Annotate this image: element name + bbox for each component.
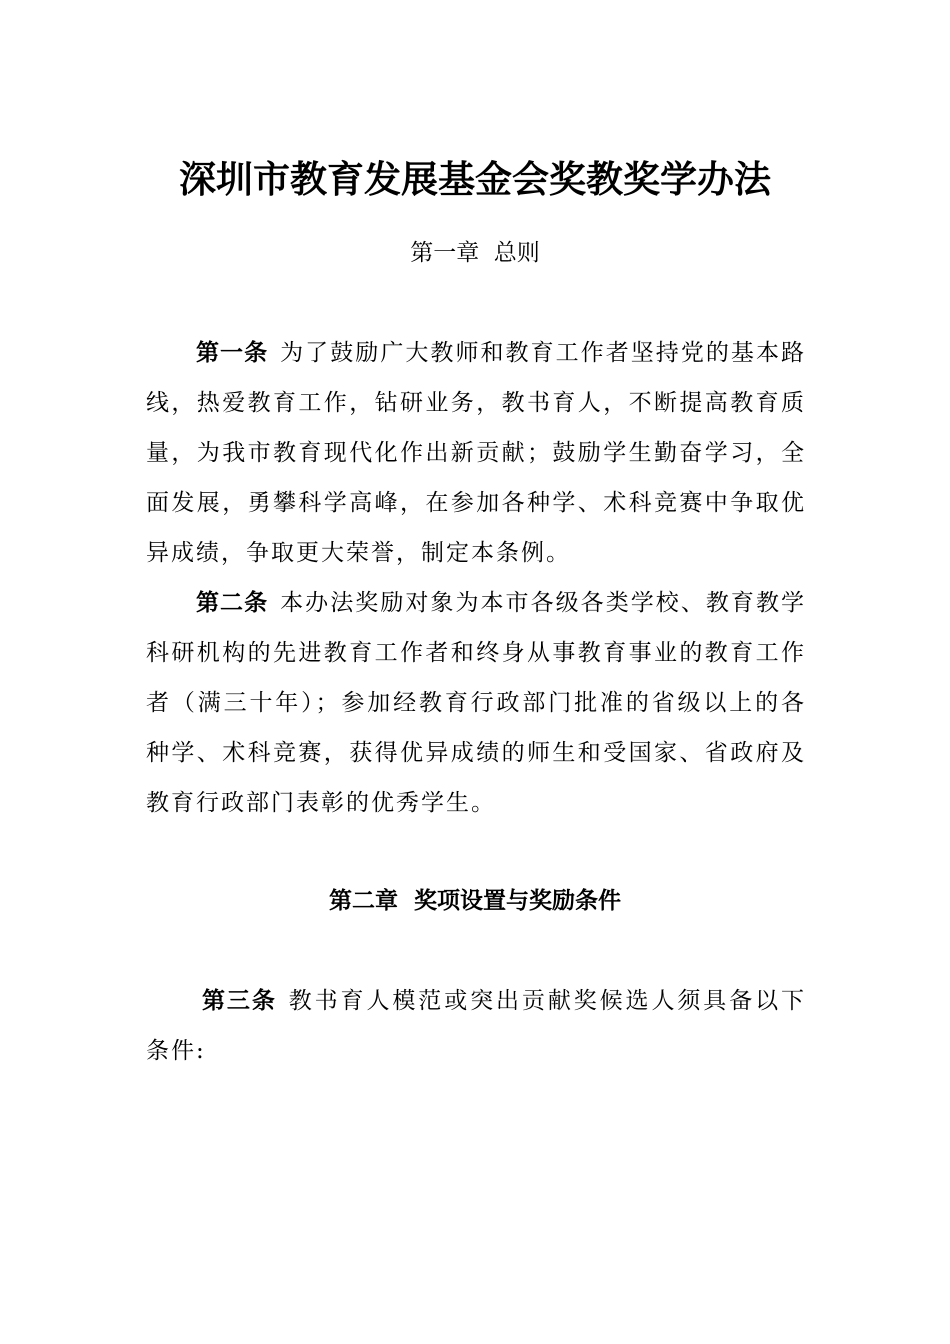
article-3 bbox=[146, 976, 806, 1076]
article-1-number: 第一条 bbox=[196, 340, 269, 366]
article-2-number: 第二条 bbox=[196, 590, 269, 616]
article-1 bbox=[146, 328, 806, 578]
chapter-1-heading: 第一章 总则 bbox=[410, 240, 540, 266]
article-2 bbox=[146, 578, 806, 828]
article-3-number: 第三条 bbox=[202, 988, 277, 1014]
document-title: 深圳市教育发展基金会奖教奖学办法 bbox=[179, 158, 771, 201]
article-1-text: 为了鼓励广大教师和教育工作者坚持党的基本路线，热爱教育工作，钻研业务，教书育人，不断提高教育质量，为我市教育现代化作出新贡献；鼓励学生勤奋学习，全面发展，勇攀科学高峰，在参加各种学、术科竞赛中争取优异成绩，争取更大荣誉，制定本条例。 bbox=[146, 340, 807, 566]
article-3-text: 教书育人模范或突出贡献奖候选人须具备以下条件: bbox=[146, 988, 807, 1064]
article-2-text: 本办法奖励对象为本市各级各类学校、教育教学科研机构的先进教育工作者和终身从事教育事业的教育工作者（满三十年）；参加经教育行政部门批准的省级以上的各种学、术科竞赛，获得优异成绩的师生和受国家、省政府及教育行政部门表彰的优秀学生。 bbox=[146, 590, 807, 816]
chapter-2-heading: 第二章 奖项设置与奖励条件 bbox=[328, 888, 621, 914]
